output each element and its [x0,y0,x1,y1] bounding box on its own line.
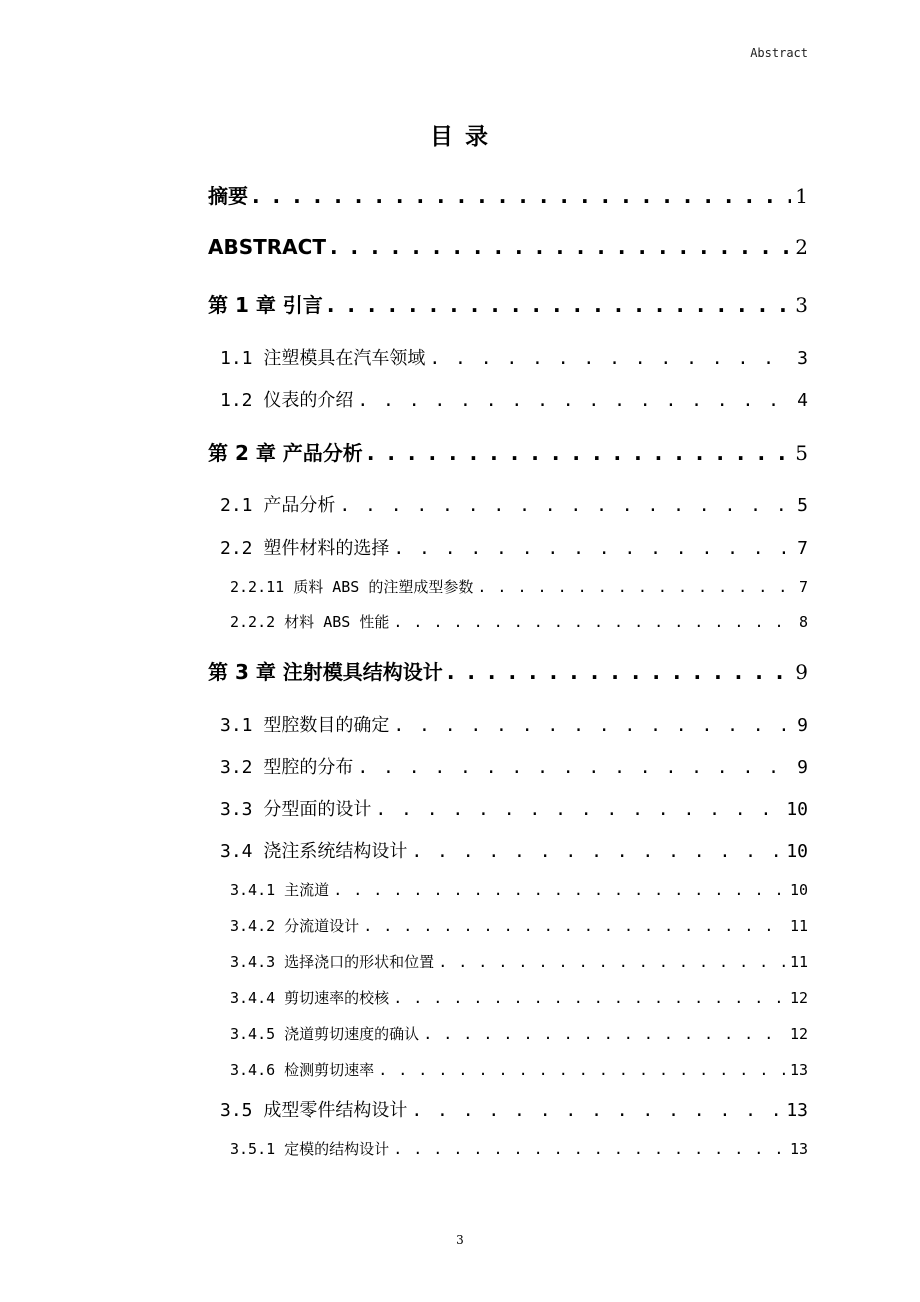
toc-leader-dots [429,348,793,369]
toc-entry-label: 3.5.1 定模的结构设计 [230,1140,390,1158]
toc-entry-page: 12 [789,989,808,1007]
toc-entry-3-4-4[interactable] [230,987,808,1008]
toc-leader-dots [393,613,795,631]
toc-entry-label: 1.1 注塑模具在汽车领域 [220,348,426,369]
toc-entry-3-5[interactable] [220,1096,808,1122]
toc-entry-label: 2.2 塑件材料的选择 [220,538,390,559]
toc-leader-dots [393,1140,786,1158]
toc-entry-page: 11 [789,917,808,935]
toc-entry-page: 7 [797,538,808,559]
toc-entry-page: 7 [798,578,808,596]
toc-entry-page: 8 [798,613,808,631]
page-number: 3 [456,1233,464,1247]
toc-leader-dots [357,390,793,411]
toc-leader-dots [357,757,793,778]
toc-entry-3-4[interactable] [220,837,808,863]
toc-entry-page: 3 [795,293,808,317]
toc-entry-page: 9 [797,757,808,778]
toc-leader-dots [393,989,786,1007]
toc-entry-3-5-1[interactable] [230,1138,808,1159]
toc-entry-chapter-3[interactable] [208,656,808,685]
toc-entry-page: 9 [797,715,808,736]
toc-entry-label: 3.5 成型零件结构设计 [220,1100,408,1121]
toc-entry-page: 1 [795,184,808,208]
toc-leader-dots [438,953,786,971]
toc-entry-1-1[interactable] [220,344,808,370]
toc-leader-dots [411,841,782,862]
toc-entry-label: 3.1 型腔数目的确定 [220,715,390,736]
toc-leader-dots [393,538,793,559]
toc-leader-dots [330,235,791,259]
toc-entry-page: 13 [786,1100,808,1121]
toc-entry-label: 3.4.2 分流道设计 [230,917,360,935]
toc-entry-page: 10 [786,799,808,820]
toc-entry-abstract-en[interactable] [208,235,808,259]
toc-entry-page: 3 [797,348,808,369]
toc-entry-1-2[interactable] [220,386,808,412]
toc-entry-page: 4 [797,390,808,411]
toc-entry-label: 第 3 章 注射模具结构设计 [208,660,443,684]
toc-entry-label: 2.2.11 质料 ABS 的注塑成型参数 [230,578,474,596]
toc-entry-page: 5 [795,441,808,465]
toc-entry-2-2-11[interactable] [230,576,808,597]
toc-leader-dots [339,495,793,516]
toc-entry-label: 摘要 [208,184,248,208]
toc-leader-dots [378,1061,786,1079]
toc-entry-label: 3.4.3 选择浇口的形状和位置 [230,953,435,971]
toc-entry-label: 3.2 型腔的分布 [220,757,354,778]
running-header: Abstract [750,46,808,60]
toc-entry-3-4-2[interactable] [230,915,808,936]
toc-entry-label: 第 2 章 产品分析 [208,441,363,465]
toc-entry-page: 5 [797,495,808,516]
toc-entry-3-3[interactable] [220,795,808,821]
toc-entry-label: 2.2.2 材料 ABS 性能 [230,613,390,631]
toc-entry-chapter-2[interactable] [208,437,808,466]
toc-entry-page: 11 [789,953,808,971]
toc-entry-label: 3.4.6 检测剪切速率 [230,1061,375,1079]
toc-entry-label: 3.4 浇注系统结构设计 [220,841,408,862]
toc-entry-label: 第 1 章 引言 [208,293,323,317]
toc-entry-page: 2 [795,235,808,259]
toc-leader-dots [333,881,786,899]
toc-entry-label: 3.4.5 浇道剪切速度的确认 [230,1025,420,1043]
toc-entry-chapter-1[interactable] [208,289,808,318]
toc-entry-2-1[interactable] [220,491,808,517]
toc-entry-page: 9 [795,660,808,684]
toc-entry-3-4-1[interactable] [230,879,808,900]
toc-leader-dots [411,1100,782,1121]
toc-leader-dots [393,715,793,736]
toc-entry-page: 10 [786,841,808,862]
toc-entry-label: 2.1 产品分析 [220,495,336,516]
toc-entry-abstract-cn[interactable] [208,180,808,209]
toc-entry-3-4-5[interactable] [230,1023,808,1044]
toc-entry-label: 3.3 分型面的设计 [220,799,372,820]
toc-entry-3-2[interactable] [220,753,808,779]
toc-entry-page: 13 [789,1140,808,1158]
toc-leader-dots [252,184,791,208]
toc-entry-label: 3.4.4 剪切速率的校核 [230,989,390,1007]
toc-leader-dots [327,293,791,317]
toc-title: 目 录 [429,124,490,150]
toc-leader-dots [375,799,782,820]
toc-entry-2-2[interactable] [220,534,808,560]
toc-entry-page: 12 [789,1025,808,1043]
toc-entry-label: 1.2 仪表的介绍 [220,390,354,411]
toc-entry-3-4-3[interactable] [230,951,808,972]
toc-entry-label: ABSTRACT [208,235,326,259]
toc-entry-page: 10 [789,881,808,899]
toc-leader-dots [477,578,795,596]
toc-entry-3-1[interactable] [220,711,808,737]
toc-leader-dots [447,660,791,684]
toc-entry-label: 3.4.1 主流道 [230,881,330,899]
toc-entry-3-4-6[interactable] [230,1059,808,1080]
toc-entry-2-2-2[interactable] [230,611,808,632]
toc-leader-dots [363,917,786,935]
toc-leader-dots [367,441,791,465]
toc-entry-page: 13 [789,1061,808,1079]
toc-leader-dots [423,1025,786,1043]
